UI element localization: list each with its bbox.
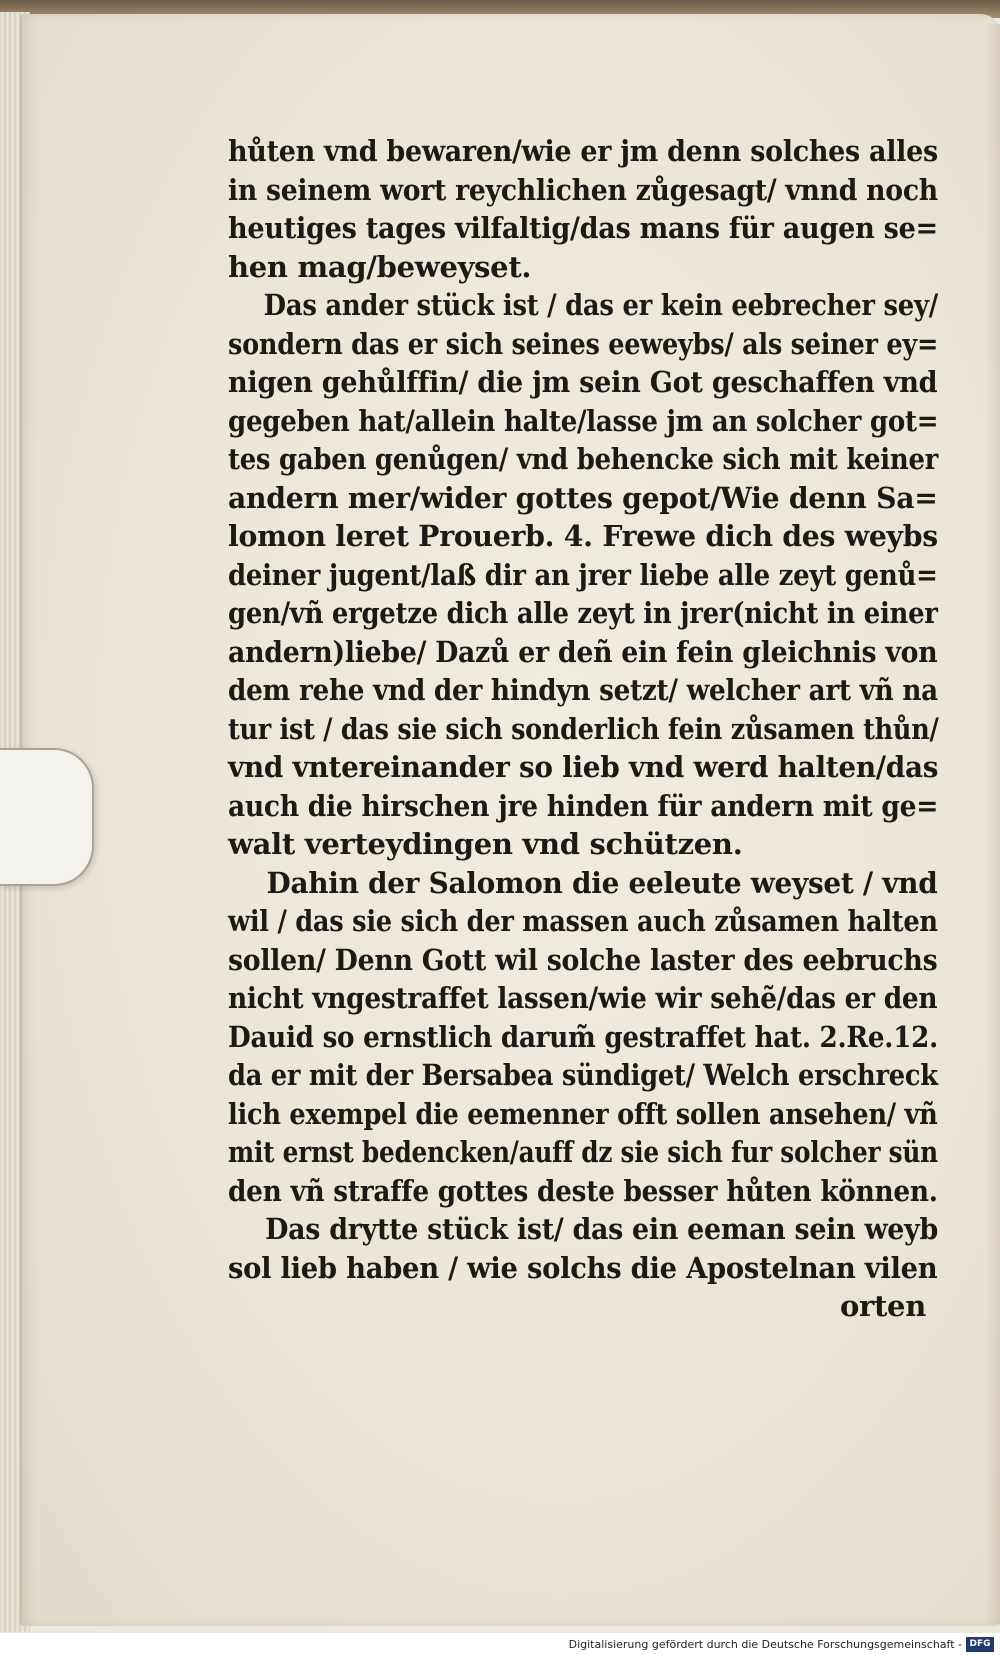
text-line: andern)liebe/ Dazů er deñ ein fein gleichnis von: [228, 634, 938, 669]
text-line: in seinem wort reychlichen zůgesagt/ vnnd noch: [228, 172, 938, 207]
text-line: deiner jugent/laß dir an jrer liebe alle zeyt genů=: [228, 557, 938, 592]
text-line: hen mag/beweyset.: [228, 249, 532, 284]
text-line: nicht vngestraffet lassen/wie wir sehẽ/das er den: [228, 981, 938, 1015]
text-line: lomon leret Prouerb. 4. Frewe dich des weybs: [228, 519, 938, 553]
text-line: nigen gehůlffin/ die jm sein Got geschaffen vnd: [228, 365, 938, 399]
text-line: walt verteydingen vnd schützen.: [228, 827, 743, 861]
footer-credit: Digitalisierung gefördert durch die Deutsche Forschungsgemeinschaft -: [568, 1638, 962, 1651]
text-line: andern mer/wider gottes gepot/Wie denn Sa=: [228, 480, 938, 515]
text-line: Das ander stück ist / das er kein eebrecher sey/: [263, 288, 938, 322]
text-line: tur ist / das sie sich sonderlich fein zůsamen thůn/: [228, 711, 939, 746]
text-line: gegeben hat/allein halte/lasse jm an solcher got=: [228, 403, 939, 438]
text-line: tes gaben genůgen/ vnd behencke sich mit keiner: [228, 442, 939, 476]
text-line: dem rehe vnd der hindyn setzt/ welcher art vñ na: [228, 673, 938, 707]
text-line: Das drytte stück ist/ das ein eeman sein weyb: [265, 1212, 938, 1246]
text-line: wil / das sie sich der massen auch zůsamen halten: [228, 904, 938, 938]
text-line: vnd vntereinander so lieb vnd werd halten/das: [228, 750, 939, 784]
text-line: lich exempel die eemenner offt sollen ansehen/ vñ: [228, 1096, 938, 1131]
text-line: sollen/ Denn Gott wil solche laster des eebruchs: [228, 942, 938, 977]
text-line: sol lieb haben / wie solchs die Apostelnan vilen: [228, 1250, 938, 1285]
text-line: gen/vñ ergetze dich alle zeyt in jrer(nicht in einer: [228, 596, 938, 630]
text-line: Dauid so ernstlich darum̃ gestraffet hat. 2.Re.12.: [228, 1019, 938, 1054]
text-line: auch die hirschen jre hinden für andern mit ge=: [228, 788, 939, 823]
text-line: mit ernst bedencken/auff dz sie sich fur solcher sün: [228, 1135, 938, 1169]
footer-bar: [0, 1633, 1000, 1655]
text-line: sondern das er sich seines eeweybs/ als seiner ey=: [228, 326, 939, 361]
text-line: Dahin der Salomon die eeleute weyset / vnd: [266, 865, 938, 900]
page-right-shadow: [986, 24, 1000, 1624]
dfg-logo-icon: DFG: [966, 1637, 994, 1652]
page-text-block: [228, 132, 938, 1326]
page-clip-tab: [0, 748, 94, 886]
text-line: da er mit der Bersabea sündiget/ Welch erschreck: [228, 1058, 938, 1092]
text-line: hůten vnd bewaren/wie er jm denn solches alles: [228, 134, 938, 168]
catchword: orten: [839, 1289, 926, 1323]
text-line: heutiges tages vilfaltig/das mans für augen se=: [228, 211, 938, 245]
text-line: den vñ straffe gottes deste besser hůten können.: [228, 1173, 938, 1208]
